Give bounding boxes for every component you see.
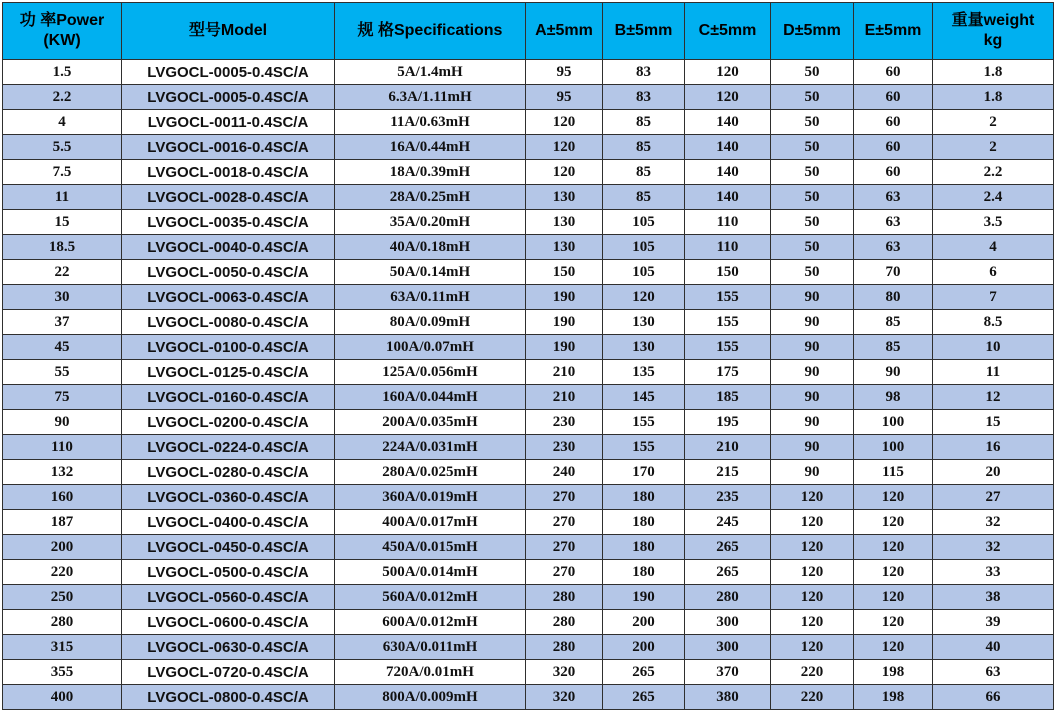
table-row: [3, 110, 1054, 135]
spec-cell: 50A/0.14mH: [335, 260, 526, 285]
weight-cell: 2.2: [933, 160, 1054, 185]
e-cell: 63: [854, 210, 933, 235]
table-row: [3, 285, 1054, 310]
b-cell: 105: [603, 235, 685, 260]
d-cell: 90: [771, 410, 854, 435]
a-cell: 150: [526, 260, 603, 285]
d-cell: 50: [771, 85, 854, 110]
weight-cell: 38: [933, 585, 1054, 610]
b-cell: 180: [603, 560, 685, 585]
table-row: [3, 560, 1054, 585]
power-cell: 1.5: [3, 60, 122, 85]
a-cell: 130: [526, 210, 603, 235]
weight-cell: 8.5: [933, 310, 1054, 335]
table-row: [3, 660, 1054, 685]
e-cell: 60: [854, 135, 933, 160]
b-cell: 170: [603, 460, 685, 485]
b-cell: 200: [603, 635, 685, 660]
b-cell: 85: [603, 185, 685, 210]
table-row: [3, 335, 1054, 360]
weight-cell: 2: [933, 135, 1054, 160]
c-cell: 300: [685, 635, 771, 660]
table-row: [3, 410, 1054, 435]
table-row: [3, 435, 1054, 460]
weight-cell: 39: [933, 610, 1054, 635]
table-row: [3, 385, 1054, 410]
b-cell: 265: [603, 685, 685, 710]
c-cell: 155: [685, 310, 771, 335]
model-cell: LVGOCL-0028-0.4SC/A: [122, 185, 335, 210]
spec-cell: 11A/0.63mH: [335, 110, 526, 135]
weight-cell: 40: [933, 635, 1054, 660]
table-row: [3, 260, 1054, 285]
spec-cell: 360A/0.019mH: [335, 485, 526, 510]
table-row: [3, 510, 1054, 535]
e-cell: 80: [854, 285, 933, 310]
d-cell: 50: [771, 260, 854, 285]
b-cell: 130: [603, 310, 685, 335]
e-cell: 63: [854, 185, 933, 210]
model-cell: LVGOCL-0063-0.4SC/A: [122, 285, 335, 310]
weight-cell: 4: [933, 235, 1054, 260]
c-cell: 140: [685, 160, 771, 185]
c-cell: 300: [685, 610, 771, 635]
model-cell: LVGOCL-0200-0.4SC/A: [122, 410, 335, 435]
d-cell: 90: [771, 385, 854, 410]
table-row: [3, 610, 1054, 635]
b-cell: 83: [603, 85, 685, 110]
c-cell: 195: [685, 410, 771, 435]
spec-cell: 560A/0.012mH: [335, 585, 526, 610]
power-cell: 22: [3, 260, 122, 285]
model-cell: LVGOCL-0005-0.4SC/A: [122, 60, 335, 85]
a-cell: 210: [526, 360, 603, 385]
model-cell: LVGOCL-0450-0.4SC/A: [122, 535, 335, 560]
b-cell: 265: [603, 660, 685, 685]
spec-cell: 630A/0.011mH: [335, 635, 526, 660]
spec-cell: 5A/1.4mH: [335, 60, 526, 85]
header-weight-label: 重量weight kg: [951, 12, 1035, 49]
e-cell: 115: [854, 460, 933, 485]
a-cell: 280: [526, 585, 603, 610]
power-cell: 280: [3, 610, 122, 635]
a-cell: 190: [526, 310, 603, 335]
c-cell: 140: [685, 110, 771, 135]
header-a-label: A±5mm: [535, 22, 593, 39]
header-e-label: E±5mm: [864, 22, 922, 39]
weight-cell: 6: [933, 260, 1054, 285]
c-cell: 235: [685, 485, 771, 510]
weight-cell: 1.8: [933, 85, 1054, 110]
a-cell: 270: [526, 560, 603, 585]
b-cell: 130: [603, 335, 685, 360]
table-row: [3, 535, 1054, 560]
model-cell: LVGOCL-0080-0.4SC/A: [122, 310, 335, 335]
power-cell: 200: [3, 535, 122, 560]
b-cell: 155: [603, 410, 685, 435]
d-cell: 90: [771, 360, 854, 385]
model-cell: LVGOCL-0040-0.4SC/A: [122, 235, 335, 260]
model-cell: LVGOCL-0600-0.4SC/A: [122, 610, 335, 635]
power-cell: 37: [3, 310, 122, 335]
d-cell: 120: [771, 560, 854, 585]
c-cell: 215: [685, 460, 771, 485]
d-cell: 120: [771, 585, 854, 610]
e-cell: 120: [854, 560, 933, 585]
header-a: [526, 3, 603, 60]
header-power-label: 功 率Power (KW): [19, 12, 105, 49]
d-cell: 50: [771, 160, 854, 185]
spec-cell: 100A/0.07mH: [335, 335, 526, 360]
e-cell: 120: [854, 610, 933, 635]
power-cell: 220: [3, 560, 122, 585]
e-cell: 198: [854, 685, 933, 710]
model-cell: LVGOCL-0050-0.4SC/A: [122, 260, 335, 285]
weight-cell: 10: [933, 335, 1054, 360]
b-cell: 190: [603, 585, 685, 610]
spec-cell: 500A/0.014mH: [335, 560, 526, 585]
spec-cell: 400A/0.017mH: [335, 510, 526, 535]
spec-cell: 800A/0.009mH: [335, 685, 526, 710]
table-row: [3, 585, 1054, 610]
header-c-label: C±5mm: [698, 22, 757, 39]
power-cell: 30: [3, 285, 122, 310]
a-cell: 280: [526, 635, 603, 660]
e-cell: 60: [854, 85, 933, 110]
table-row: [3, 235, 1054, 260]
table-row: [3, 460, 1054, 485]
d-cell: 220: [771, 685, 854, 710]
table-row: [3, 685, 1054, 710]
b-cell: 85: [603, 160, 685, 185]
model-cell: LVGOCL-0016-0.4SC/A: [122, 135, 335, 160]
model-cell: LVGOCL-0224-0.4SC/A: [122, 435, 335, 460]
c-cell: 265: [685, 535, 771, 560]
model-cell: LVGOCL-0280-0.4SC/A: [122, 460, 335, 485]
c-cell: 210: [685, 435, 771, 460]
model-cell: LVGOCL-0800-0.4SC/A: [122, 685, 335, 710]
power-cell: 110: [3, 435, 122, 460]
weight-cell: 33: [933, 560, 1054, 585]
header-b: [603, 3, 685, 60]
table-row: [3, 485, 1054, 510]
b-cell: 155: [603, 435, 685, 460]
weight-cell: 27: [933, 485, 1054, 510]
b-cell: 85: [603, 110, 685, 135]
b-cell: 180: [603, 485, 685, 510]
spec-cell: 63A/0.11mH: [335, 285, 526, 310]
b-cell: 120: [603, 285, 685, 310]
d-cell: 50: [771, 210, 854, 235]
header-specifications: [335, 3, 526, 60]
b-cell: 83: [603, 60, 685, 85]
spec-cell: 28A/0.25mH: [335, 185, 526, 210]
c-cell: 110: [685, 210, 771, 235]
c-cell: 245: [685, 510, 771, 535]
c-cell: 175: [685, 360, 771, 385]
model-cell: LVGOCL-0035-0.4SC/A: [122, 210, 335, 235]
d-cell: 50: [771, 185, 854, 210]
power-cell: 45: [3, 335, 122, 360]
model-cell: LVGOCL-0100-0.4SC/A: [122, 335, 335, 360]
d-cell: 220: [771, 660, 854, 685]
a-cell: 120: [526, 135, 603, 160]
power-cell: 355: [3, 660, 122, 685]
header-d-label: D±5mm: [783, 22, 841, 39]
d-cell: 120: [771, 485, 854, 510]
d-cell: 50: [771, 135, 854, 160]
d-cell: 50: [771, 60, 854, 85]
weight-cell: 12: [933, 385, 1054, 410]
b-cell: 145: [603, 385, 685, 410]
header-specifications-label: 规 格Specifications: [357, 22, 503, 39]
a-cell: 95: [526, 60, 603, 85]
power-cell: 18.5: [3, 235, 122, 260]
spec-cell: 125A/0.056mH: [335, 360, 526, 385]
e-cell: 120: [854, 510, 933, 535]
b-cell: 200: [603, 610, 685, 635]
c-cell: 140: [685, 135, 771, 160]
model-cell: LVGOCL-0125-0.4SC/A: [122, 360, 335, 385]
model-cell: LVGOCL-0005-0.4SC/A: [122, 85, 335, 110]
model-cell: LVGOCL-0560-0.4SC/A: [122, 585, 335, 610]
b-cell: 180: [603, 510, 685, 535]
header-c: [685, 3, 771, 60]
weight-cell: 11: [933, 360, 1054, 385]
model-cell: LVGOCL-0160-0.4SC/A: [122, 385, 335, 410]
power-cell: 2.2: [3, 85, 122, 110]
e-cell: 120: [854, 585, 933, 610]
e-cell: 98: [854, 385, 933, 410]
weight-cell: 32: [933, 510, 1054, 535]
header-model-label: 型号Model: [188, 22, 268, 39]
d-cell: 90: [771, 285, 854, 310]
power-cell: 160: [3, 485, 122, 510]
c-cell: 370: [685, 660, 771, 685]
e-cell: 60: [854, 60, 933, 85]
header-d: [771, 3, 854, 60]
spec-cell: 40A/0.18mH: [335, 235, 526, 260]
d-cell: 120: [771, 535, 854, 560]
weight-cell: 7: [933, 285, 1054, 310]
table-row: [3, 160, 1054, 185]
model-cell: LVGOCL-0400-0.4SC/A: [122, 510, 335, 535]
d-cell: 50: [771, 235, 854, 260]
e-cell: 60: [854, 160, 933, 185]
spec-cell: 200A/0.035mH: [335, 410, 526, 435]
table-row: [3, 310, 1054, 335]
d-cell: 120: [771, 510, 854, 535]
table-row: [3, 135, 1054, 160]
e-cell: 100: [854, 410, 933, 435]
a-cell: 320: [526, 660, 603, 685]
spec-table: [2, 2, 1054, 710]
model-cell: LVGOCL-0018-0.4SC/A: [122, 160, 335, 185]
power-cell: 400: [3, 685, 122, 710]
c-cell: 155: [685, 285, 771, 310]
spec-cell: 450A/0.015mH: [335, 535, 526, 560]
e-cell: 120: [854, 535, 933, 560]
spec-cell: 35A/0.20mH: [335, 210, 526, 235]
a-cell: 240: [526, 460, 603, 485]
a-cell: 130: [526, 185, 603, 210]
c-cell: 120: [685, 85, 771, 110]
e-cell: 85: [854, 335, 933, 360]
power-cell: 7.5: [3, 160, 122, 185]
spec-cell: 18A/0.39mH: [335, 160, 526, 185]
model-cell: LVGOCL-0720-0.4SC/A: [122, 660, 335, 685]
header-model: [122, 3, 335, 60]
spec-cell: 16A/0.44mH: [335, 135, 526, 160]
power-cell: 55: [3, 360, 122, 385]
c-cell: 380: [685, 685, 771, 710]
d-cell: 90: [771, 310, 854, 335]
c-cell: 150: [685, 260, 771, 285]
power-cell: 132: [3, 460, 122, 485]
weight-cell: 15: [933, 410, 1054, 435]
header-row: [3, 3, 1054, 60]
a-cell: 130: [526, 235, 603, 260]
d-cell: 120: [771, 610, 854, 635]
power-cell: 11: [3, 185, 122, 210]
a-cell: 230: [526, 435, 603, 460]
b-cell: 85: [603, 135, 685, 160]
power-cell: 90: [3, 410, 122, 435]
weight-cell: 20: [933, 460, 1054, 485]
e-cell: 90: [854, 360, 933, 385]
c-cell: 140: [685, 185, 771, 210]
e-cell: 120: [854, 635, 933, 660]
e-cell: 70: [854, 260, 933, 285]
table-row: [3, 210, 1054, 235]
a-cell: 230: [526, 410, 603, 435]
a-cell: 190: [526, 285, 603, 310]
weight-cell: 16: [933, 435, 1054, 460]
weight-cell: 66: [933, 685, 1054, 710]
a-cell: 320: [526, 685, 603, 710]
table-row: [3, 60, 1054, 85]
power-cell: 4: [3, 110, 122, 135]
header-weight: [933, 3, 1054, 60]
a-cell: 120: [526, 110, 603, 135]
e-cell: 63: [854, 235, 933, 260]
e-cell: 60: [854, 110, 933, 135]
power-cell: 187: [3, 510, 122, 535]
spec-cell: 80A/0.09mH: [335, 310, 526, 335]
spec-cell: 720A/0.01mH: [335, 660, 526, 685]
d-cell: 90: [771, 335, 854, 360]
weight-cell: 3.5: [933, 210, 1054, 235]
weight-cell: 2.4: [933, 185, 1054, 210]
b-cell: 105: [603, 260, 685, 285]
b-cell: 180: [603, 535, 685, 560]
c-cell: 185: [685, 385, 771, 410]
a-cell: 210: [526, 385, 603, 410]
a-cell: 270: [526, 510, 603, 535]
d-cell: 90: [771, 460, 854, 485]
b-cell: 135: [603, 360, 685, 385]
table-row: [3, 635, 1054, 660]
spec-cell: 600A/0.012mH: [335, 610, 526, 635]
e-cell: 100: [854, 435, 933, 460]
table-row: [3, 360, 1054, 385]
c-cell: 120: [685, 60, 771, 85]
a-cell: 190: [526, 335, 603, 360]
model-cell: LVGOCL-0500-0.4SC/A: [122, 560, 335, 585]
e-cell: 120: [854, 485, 933, 510]
b-cell: 105: [603, 210, 685, 235]
header-power: [3, 3, 122, 60]
spec-cell: 160A/0.044mH: [335, 385, 526, 410]
e-cell: 85: [854, 310, 933, 335]
table-row: [3, 185, 1054, 210]
power-cell: 250: [3, 585, 122, 610]
a-cell: 270: [526, 535, 603, 560]
model-cell: LVGOCL-0360-0.4SC/A: [122, 485, 335, 510]
table-body: [3, 60, 1054, 710]
d-cell: 90: [771, 435, 854, 460]
a-cell: 270: [526, 485, 603, 510]
spec-cell: 224A/0.031mH: [335, 435, 526, 460]
a-cell: 95: [526, 85, 603, 110]
power-cell: 5.5: [3, 135, 122, 160]
power-cell: 75: [3, 385, 122, 410]
d-cell: 50: [771, 110, 854, 135]
model-cell: LVGOCL-0630-0.4SC/A: [122, 635, 335, 660]
weight-cell: 1.8: [933, 60, 1054, 85]
power-cell: 315: [3, 635, 122, 660]
a-cell: 120: [526, 160, 603, 185]
d-cell: 120: [771, 635, 854, 660]
model-cell: LVGOCL-0011-0.4SC/A: [122, 110, 335, 135]
spec-cell: 6.3A/1.11mH: [335, 85, 526, 110]
a-cell: 280: [526, 610, 603, 635]
weight-cell: 32: [933, 535, 1054, 560]
spec-cell: 280A/0.025mH: [335, 460, 526, 485]
header-b-label: B±5mm: [614, 22, 673, 39]
c-cell: 110: [685, 235, 771, 260]
c-cell: 155: [685, 335, 771, 360]
power-cell: 15: [3, 210, 122, 235]
c-cell: 280: [685, 585, 771, 610]
c-cell: 265: [685, 560, 771, 585]
weight-cell: 2: [933, 110, 1054, 135]
weight-cell: 63: [933, 660, 1054, 685]
e-cell: 198: [854, 660, 933, 685]
table-row: [3, 85, 1054, 110]
header-e: [854, 3, 933, 60]
